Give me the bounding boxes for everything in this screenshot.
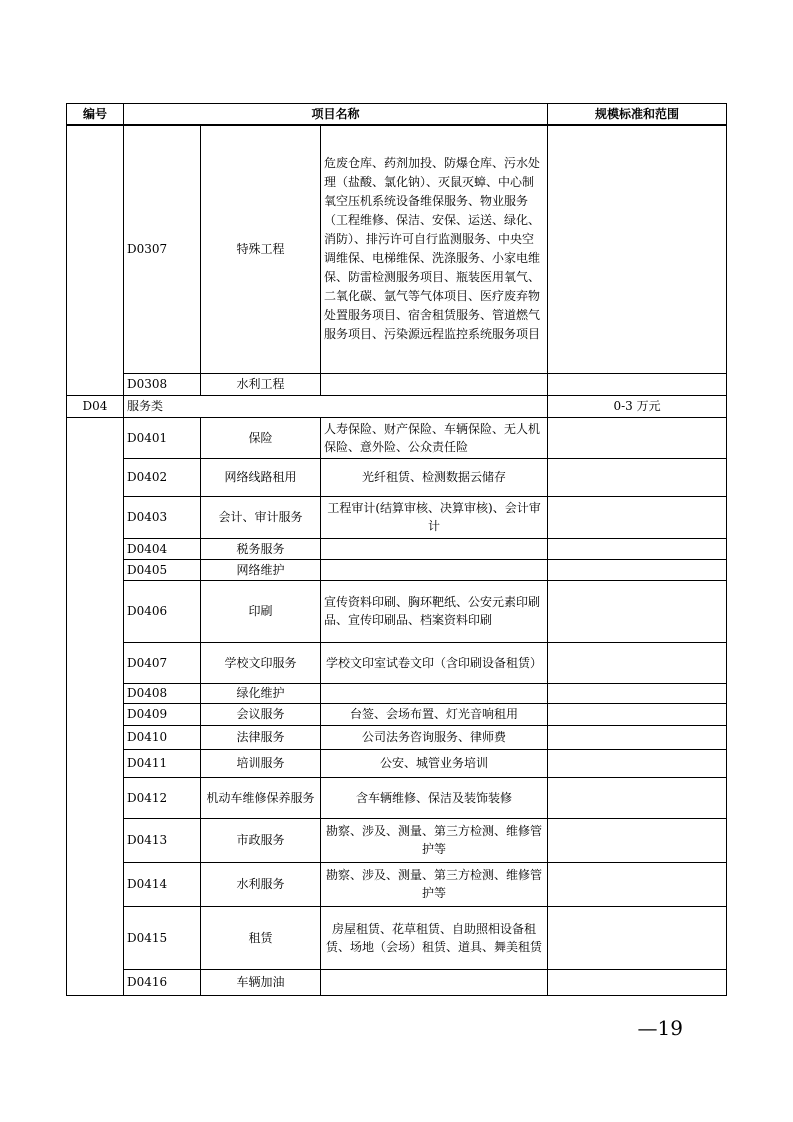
row-detail: 勘察、涉及、测量、第三方检测、维修管护等 — [321, 818, 548, 862]
row-scope — [548, 580, 727, 642]
row-code: D0414 — [124, 862, 201, 906]
table-row — [67, 496, 727, 538]
table-row — [67, 642, 727, 683]
table-row — [67, 683, 727, 703]
empty-code-cell — [67, 496, 124, 538]
row-scope — [548, 417, 727, 458]
row-scope — [548, 559, 727, 580]
header-code: 编号 — [67, 104, 124, 126]
row-scope — [548, 538, 727, 559]
row-detail — [321, 969, 548, 995]
table-row — [67, 559, 727, 580]
row-name: 水利工程 — [201, 373, 321, 395]
row-code: D0411 — [124, 749, 201, 777]
table-row — [67, 818, 727, 862]
row-detail: 宣传资料印刷、胸环靶纸、公安元素印刷品、宣传印刷品、档案资料印刷 — [321, 580, 548, 642]
table-row — [67, 373, 727, 395]
row-scope — [548, 777, 727, 818]
header-scope: 规模标准和范围 — [548, 104, 727, 126]
row-code: D0308 — [124, 373, 201, 395]
row-name: 培训服务 — [201, 749, 321, 777]
row-code: D0416 — [124, 969, 201, 995]
row-code: D0409 — [124, 703, 201, 725]
row-name: 市政服务 — [201, 818, 321, 862]
table-header-row — [67, 104, 727, 126]
row-name: 印刷 — [201, 580, 321, 642]
category-name: 服务类 — [124, 395, 548, 417]
empty-code-cell — [67, 777, 124, 818]
empty-code-cell — [67, 969, 124, 995]
empty-code-cell — [67, 818, 124, 862]
row-code: D0403 — [124, 496, 201, 538]
row-name: 学校文印服务 — [201, 642, 321, 683]
row-name: 网络维护 — [201, 559, 321, 580]
category-scope: 0-3 万元 — [548, 395, 727, 417]
row-detail: 人寿保险、财产保险、车辆保险、无人机保险、意外险、公众责任险 — [321, 417, 548, 458]
row-name: 特殊工程 — [201, 125, 321, 373]
service-category-table — [66, 103, 727, 996]
empty-code-cell — [67, 749, 124, 777]
row-detail: 台签、会场布置、灯光音响租用 — [321, 703, 548, 725]
empty-code-cell — [67, 642, 124, 683]
empty-code-cell — [67, 458, 124, 496]
row-detail — [321, 538, 548, 559]
row-scope — [548, 373, 727, 395]
empty-code-cell — [67, 559, 124, 580]
row-name: 保险 — [201, 417, 321, 458]
empty-code-cell — [67, 906, 124, 969]
empty-code-cell — [67, 580, 124, 642]
table-row — [67, 417, 727, 458]
empty-code-cell — [67, 125, 124, 373]
row-code: D0401 — [124, 417, 201, 458]
row-scope — [548, 703, 727, 725]
row-detail: 房屋租赁、花草租赁、自助照相设备租赁、场地（会场）租赁、道具、舞美租赁 — [321, 906, 548, 969]
row-name: 法律服务 — [201, 725, 321, 749]
row-scope — [548, 906, 727, 969]
row-scope — [548, 749, 727, 777]
row-scope — [548, 458, 727, 496]
row-detail: 勘察、涉及、测量、第三方检测、维修管护等 — [321, 862, 548, 906]
row-scope — [548, 683, 727, 703]
table-row — [67, 777, 727, 818]
table-row — [67, 125, 727, 373]
row-scope — [548, 125, 727, 373]
empty-code-cell — [67, 725, 124, 749]
row-name: 绿化维护 — [201, 683, 321, 703]
category-row — [67, 395, 727, 417]
row-name: 网络线路租用 — [201, 458, 321, 496]
row-name: 会计、审计服务 — [201, 496, 321, 538]
row-code: D0405 — [124, 559, 201, 580]
row-scope — [548, 969, 727, 995]
table-row — [67, 458, 727, 496]
row-code: D0307 — [124, 125, 201, 373]
row-name: 车辆加油 — [201, 969, 321, 995]
row-name: 水利服务 — [201, 862, 321, 906]
row-detail — [321, 373, 548, 395]
row-detail: 危废仓库、药剂加投、防爆仓库、污水处理（盐酸、氯化钠）、灭鼠灭蟑、中心制氧空压机系统设备维保服务、物业服务（工程维修、保洁、安保、运送、绿化、消防）、排污许可自行监测服务、中央空调维保、电梯维保、洗涤服务、小家电维保、防雷检测服务项目、瓶装医用氧气、二氧化碳、氩气等气体项目、医疗废弃物处置服务项目、宿舍租赁服务、管道燃气服务项目、污染源远程监控系统服务项目 — [321, 125, 548, 373]
row-detail: 公安、城管业务培训 — [321, 749, 548, 777]
empty-code-cell — [67, 417, 124, 458]
row-scope — [548, 818, 727, 862]
row-code: D0410 — [124, 725, 201, 749]
category-code: D04 — [67, 395, 124, 417]
empty-code-cell — [67, 703, 124, 725]
row-name: 租赁 — [201, 906, 321, 969]
row-code: D0407 — [124, 642, 201, 683]
row-code: D0412 — [124, 777, 201, 818]
empty-code-cell — [67, 862, 124, 906]
table-row — [67, 538, 727, 559]
row-name: 机动车维修保养服务 — [201, 777, 321, 818]
row-scope — [548, 862, 727, 906]
table-row — [67, 703, 727, 725]
row-name: 税务服务 — [201, 538, 321, 559]
row-code: D0408 — [124, 683, 201, 703]
row-scope — [548, 642, 727, 683]
table-row — [67, 969, 727, 995]
row-detail: 工程审计(结算审核、决算审核)、会计审计 — [321, 496, 548, 538]
row-detail — [321, 683, 548, 703]
table-row — [67, 749, 727, 777]
row-detail: 含车辆维修、保洁及装饰装修 — [321, 777, 548, 818]
row-code: D0406 — [124, 580, 201, 642]
row-detail — [321, 559, 548, 580]
row-name: 会议服务 — [201, 703, 321, 725]
header-project-name: 项目名称 — [124, 104, 548, 126]
row-code: D0402 — [124, 458, 201, 496]
empty-code-cell — [67, 373, 124, 395]
empty-code-cell — [67, 538, 124, 559]
row-scope — [548, 496, 727, 538]
row-detail: 光纤租赁、检测数据云储存 — [321, 458, 548, 496]
row-scope — [548, 725, 727, 749]
row-code: D0413 — [124, 818, 201, 862]
row-code: D0404 — [124, 538, 201, 559]
table-row — [67, 862, 727, 906]
row-code: D0415 — [124, 906, 201, 969]
row-detail: 学校文印室试卷文印（含印刷设备租赁） — [321, 642, 548, 683]
table-row — [67, 906, 727, 969]
page-number: —19 — [637, 1016, 683, 1040]
row-detail: 公司法务咨询服务、律师费 — [321, 725, 548, 749]
table-row — [67, 725, 727, 749]
empty-code-cell — [67, 683, 124, 703]
table-row — [67, 580, 727, 642]
